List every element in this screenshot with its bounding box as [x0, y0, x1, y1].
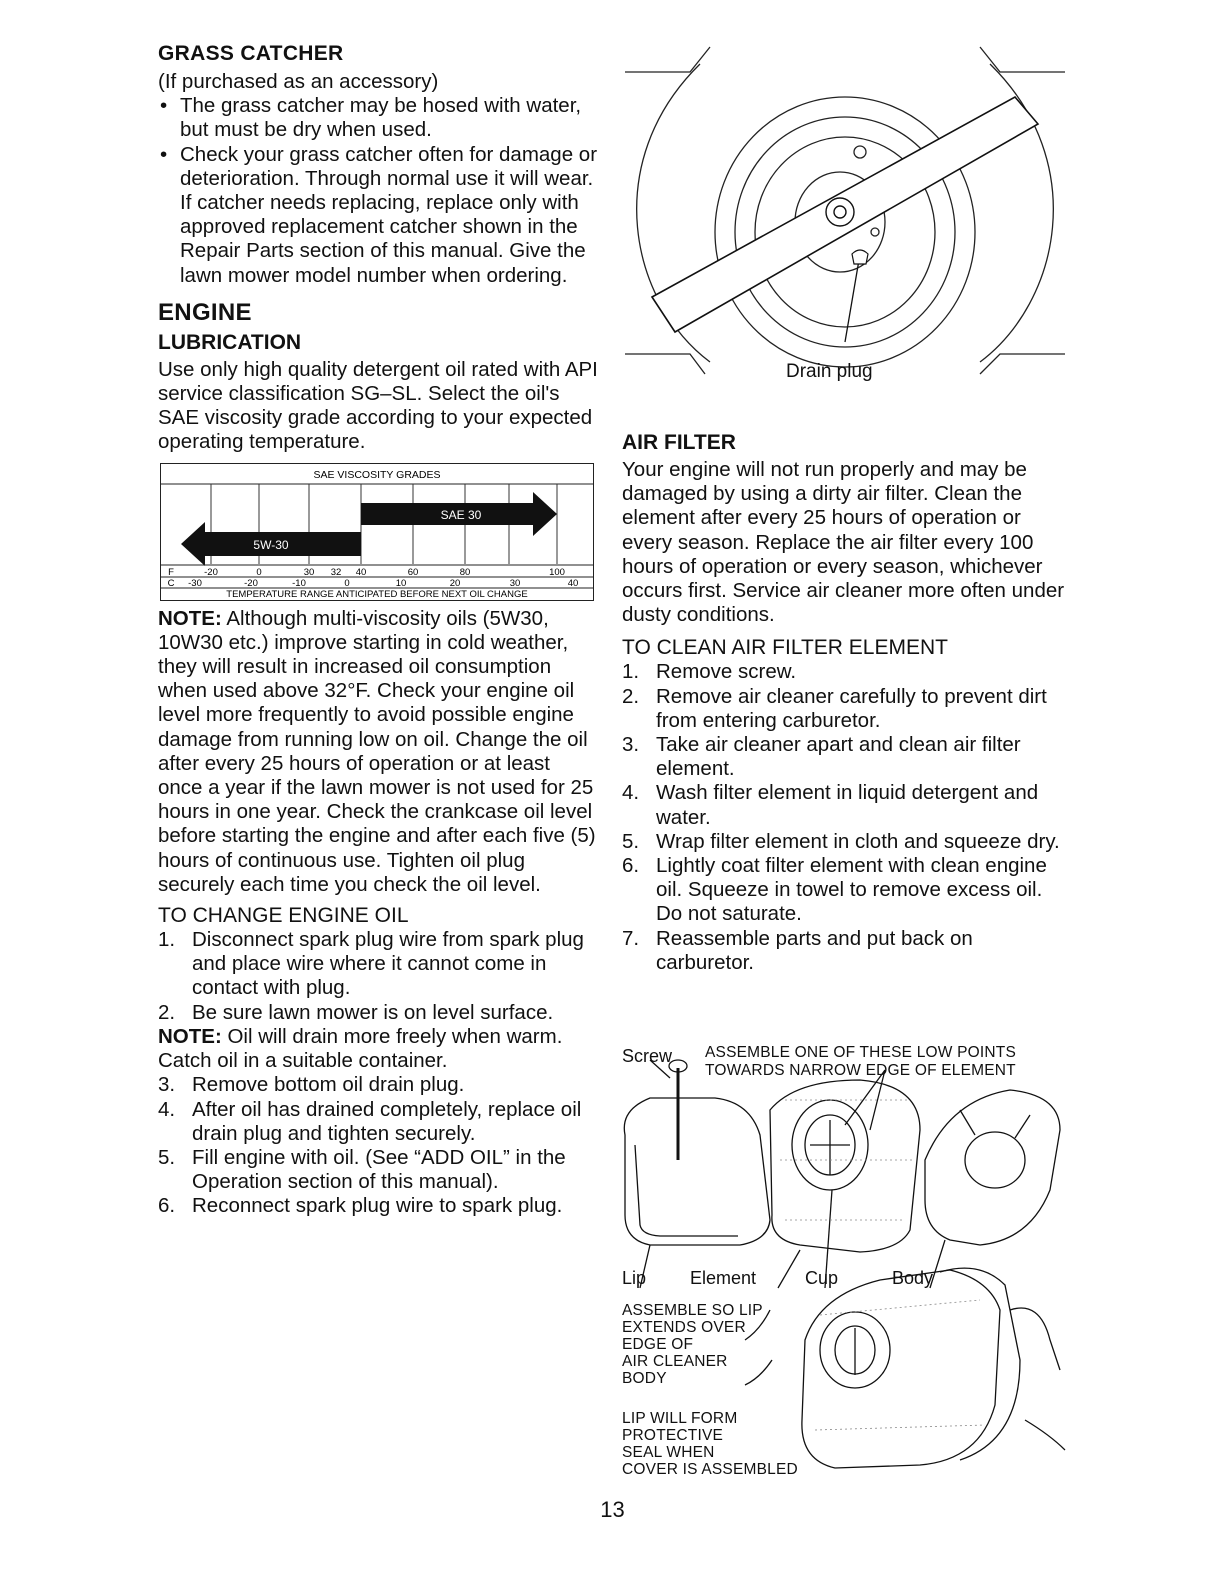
sae30-label: SAE 30 — [440, 507, 482, 522]
c-tick: 0 — [344, 577, 350, 589]
list-item: 3. Remove bottom oil drain plug. — [158, 1073, 465, 1097]
c-tick: -30 — [188, 577, 202, 589]
list-item: • Check your grass catcher often for damage or deterioration. Through normal use it will wear. If catcher needs replacing, replace only with approved replacement catcher shown in the Repair Parts section of this manual. Give the lawn mower model number when ordering. — [158, 143, 598, 288]
change-oil-heading: TO CHANGE ENGINE OIL — [158, 904, 409, 928]
note-text: Oil will drain more freely when warm. Catch oil in a suitable container. — [158, 1024, 563, 1073]
c-tick: 10 — [395, 577, 407, 589]
list-item: 1. Disconnect spark plug wire from spark plug and place wire where it cannot come in contact with plug. — [158, 928, 584, 1000]
list-item: 2. Be sure lawn mower is on level surface. — [158, 1000, 554, 1024]
grass-catcher-heading: GRASS CATCHER — [158, 42, 344, 65]
page-number: 13 — [600, 1497, 625, 1522]
c-tick: 40 — [567, 577, 579, 589]
element-label: Element — [690, 1268, 757, 1288]
f-label: F — [168, 566, 174, 578]
air-filter-figure — [620, 1040, 1070, 1485]
right-column — [622, 430, 1067, 975]
c-tick: -10 — [292, 577, 306, 589]
list-item: 7. Reassemble parts and put back on carburetor. — [622, 926, 973, 974]
note-text: Although multi-viscosity oils (5W30, 10W30 etc.) improve starting in cold weather, they will result in increased oil consumption when used above 32°F. Check your engine oil level more frequently to avoid possible engine damage from running low on oil. Change the oil after every 25 hours of operation or at least once a year if the lawn mower is not used for 25 hours in one year. Check the crankcase oil level before starting the engine and after each five (5) hours of continuous use. Tighten oil plug securely each time you check the oil level. — [158, 606, 596, 896]
lip-label: Lip — [622, 1268, 647, 1288]
list-item: 5. Wrap filter element in cloth and squeeze dry. — [622, 829, 1060, 853]
viscosity-chart-graphic — [161, 464, 593, 600]
list-item: 6. Lightly coat filter element with clean engine oil. Squeeze in towel to remove excess oil. Do not saturate. — [622, 854, 1047, 926]
body-label: Body — [892, 1268, 934, 1288]
note-label: NOTE: — [158, 1024, 222, 1048]
drain-plug-label: Drain plug — [786, 361, 873, 382]
list-item: 3. Take air cleaner apart and clean air filter element. — [622, 733, 1021, 781]
list-item: 6. Reconnect spark plug wire to spark plug. — [158, 1194, 563, 1218]
f-tick: 80 — [459, 566, 471, 578]
5w30-label: 5W-30 — [253, 537, 289, 552]
list-item: 5. Fill engine with oil. (See “ADD OIL” in the Operation section of this manual). — [158, 1145, 566, 1194]
viscosity-title: SAE VISCOSITY GRADES — [313, 468, 441, 481]
air-filter-text: Your engine will not run properly and may be damaged by using a dirty air filter. Clean the element after every 25 hours of operation or every season. Replace the air filter every 100 hours of operation or every season, whichever occurs first. Service air cleaner more often under dusty conditions. — [622, 458, 1065, 627]
note-drain — [158, 1025, 598, 1073]
list-item: • The grass catcher may be hosed with water, but must be dry when used. — [158, 94, 598, 142]
blade-drain-plug-figure — [620, 42, 1070, 387]
engine-heading: ENGINE — [158, 298, 252, 326]
lubrication-heading: LUBRICATION — [158, 330, 302, 354]
clean-filter-heading: TO CLEAN AIR FILTER ELEMENT — [622, 636, 948, 660]
f-tick: 0 — [256, 566, 262, 578]
list-item: 4. After oil has drained completely, replace oil drain plug and tighten securely. — [158, 1097, 582, 1145]
c-tick: 20 — [449, 577, 461, 589]
grass-catcher-bullets — [158, 94, 598, 288]
note-label: NOTE: — [158, 606, 222, 630]
f-tick: 60 — [407, 566, 419, 578]
cup-label: Cup — [805, 1268, 839, 1288]
c-label: C — [167, 577, 175, 589]
change-oil-steps-continued — [158, 1073, 598, 1218]
air-filter-heading: AIR FILTER — [622, 431, 736, 454]
list-item: 4. Wash filter element in liquid detergent and water. — [622, 781, 1039, 829]
list-item: 1. Remove screw. — [622, 660, 797, 684]
f-tick: 40 — [355, 566, 367, 578]
grass-catcher-subheading: (If purchased as an accessory) — [158, 70, 439, 93]
left-column — [158, 42, 598, 1219]
clean-filter-steps — [622, 660, 1067, 975]
protective-seal-note: LIP WILL FORM PROTECTIVE SEAL WHEN COVER IS ASSEMBLED — [622, 1410, 798, 1478]
lip-extends-note: ASSEMBLE SO LIP EXTENDS OVER EDGE OF AIR CLEANER BODY — [622, 1302, 763, 1387]
f-tick: 100 — [549, 566, 565, 578]
drain-plug-leader — [845, 254, 860, 342]
screw-label: Screw — [622, 1046, 673, 1066]
assemble-low-points-line1: ASSEMBLE ONE OF THESE LOW POINTS — [705, 1044, 1017, 1061]
list-item: 2. Remove air cleaner carefully to prevent dirt from entering carburetor. — [622, 684, 1047, 732]
c-tick: 30 — [509, 577, 521, 589]
f-tick: -20 — [204, 566, 218, 578]
mower-blade-illustration — [620, 42, 1070, 387]
lubrication-text: Use only high quality detergent oil rated with API service classification SG–SL. Select the oil's SAE viscosity grade according to your expected operating temperature. — [158, 357, 598, 454]
f-tick: 30 — [303, 566, 315, 578]
assemble-low-points-line2: TOWARDS NARROW EDGE OF ELEMENT — [705, 1062, 1016, 1079]
viscosity-chart — [160, 463, 594, 601]
c-tick: -20 — [244, 577, 258, 589]
viscosity-footer: TEMPERATURE RANGE ANTICIPATED BEFORE NEXT OIL CHANGE — [226, 588, 528, 600]
f-tick: 32 — [330, 566, 342, 578]
change-oil-steps — [158, 928, 598, 1025]
note-multiviscosity — [158, 607, 598, 897]
